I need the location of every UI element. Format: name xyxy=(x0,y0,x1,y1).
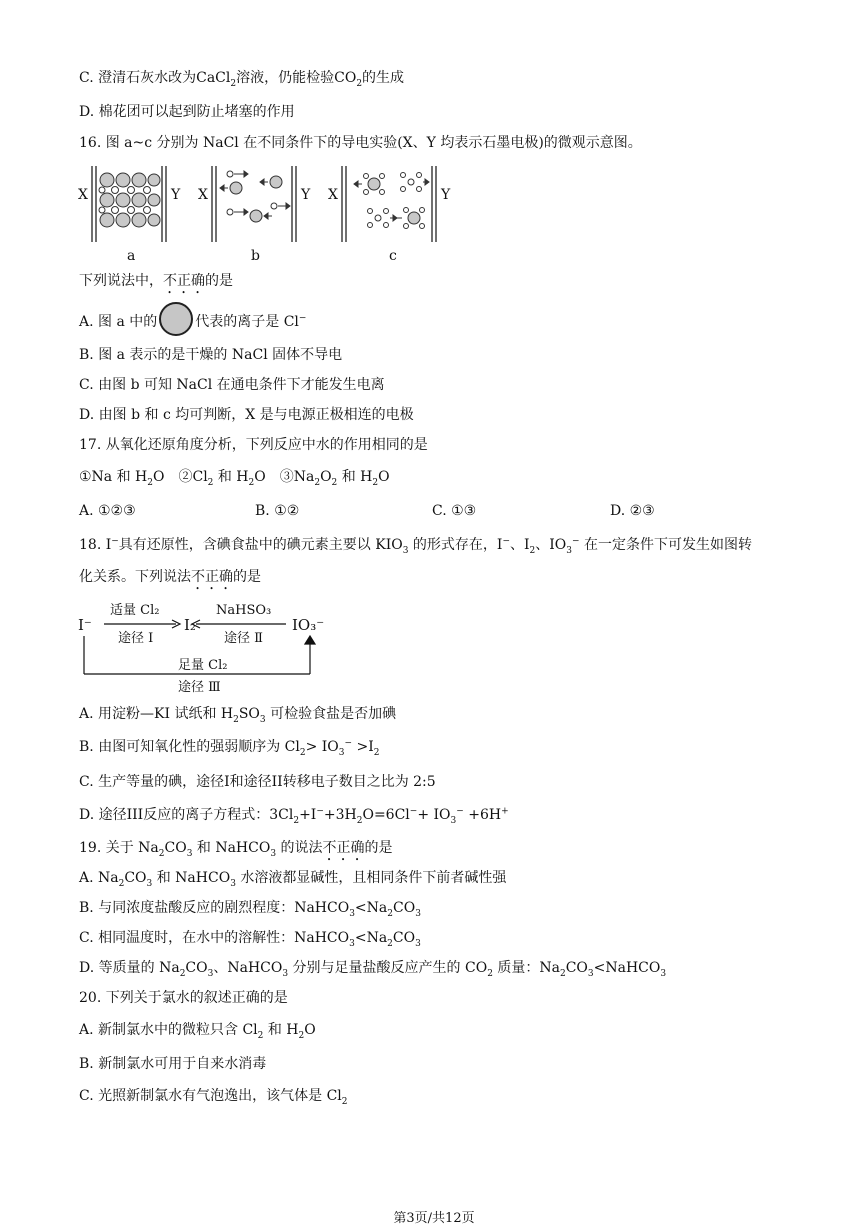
question-20: 20. 下列关于氯水的叙述正确的是 xyxy=(79,990,288,1006)
q20-option-c: C. 光照新制氯水有气泡逸出，该气体是 $Cl_2$ xyxy=(79,1088,348,1107)
label-c: c xyxy=(389,248,397,264)
q17-option-a: A. ①②③ xyxy=(79,503,136,519)
figure-a-lattice xyxy=(100,173,160,227)
q19-option-c: C. 相同温度时，在水中的溶解性：$NaHCO_3<Na_2CO_3$ xyxy=(79,930,421,949)
electrode-y-c: Y xyxy=(441,187,451,203)
path2-label: 途径 Ⅱ xyxy=(224,631,263,646)
q18-option-b: B. 由图可知氧化性的强弱顺序为 $Cl_2> IO_3^- >I_2$ xyxy=(79,738,380,758)
q17-option-b: B. ①② xyxy=(255,503,300,519)
q19-option-a: A. $Na_2CO_3$ 和 NaHCO$_3$ 水溶液都显碱性，且相同条件下前者碱性强 xyxy=(79,870,507,889)
q17-option-c: C. ①③ xyxy=(432,503,477,519)
electrode-x-b: X xyxy=(198,187,208,203)
io3-minus: IO₃⁻ xyxy=(292,616,325,634)
q18-option-c: C. 生产等量的碘，途径I和途径II转移电子数目之比为 2:5 xyxy=(79,774,436,790)
electrode-x-a: X xyxy=(78,187,88,203)
i2: I₂ xyxy=(184,616,196,634)
gray-ion-icon xyxy=(159,302,193,336)
electrode-x-c: X xyxy=(328,187,338,203)
figure-18-iodine-conversion xyxy=(74,592,344,698)
q20-option-a: A. 新制氯水中的微粒只含 $Cl_2$ 和 $H_2O$ xyxy=(79,1022,316,1041)
question-16: 16. 图 a~c 分别为 NaCl 在不同条件下的导电实验(X、Y 均表示石墨电极)的微观示意图。 xyxy=(79,135,642,151)
page-footer: 第3页/共12页 xyxy=(393,1211,475,1226)
path3-reagent: 足量 Cl₂ xyxy=(178,658,228,673)
question-17: 17. 从氧化还原角度分析，下列反应中水的作用相同的是 xyxy=(79,437,428,453)
figure-c-hydrated-ions xyxy=(354,173,429,229)
q17-option-d: D. ②③ xyxy=(610,503,655,519)
path1-reagent: 适量 Cl₂ xyxy=(110,603,160,618)
path1-label: 途径 Ⅰ xyxy=(118,631,154,646)
electrode-y-b: Y xyxy=(301,187,311,203)
path3-label: 途径 Ⅲ xyxy=(178,680,221,695)
question-19: 19. 关于 $Na_2CO_3$ 和 NaHCO$_3$ 的说法不正确的是 xyxy=(79,840,393,859)
figure-16-electrolysis xyxy=(78,160,478,266)
q19-option-b: B. 与同浓度盐酸反应的剧烈程度：$NaHCO_3<Na_2CO_3$ xyxy=(79,900,421,919)
option-c-line: C. 澄清石灰水改为CaCl$_2$溶液，仍能检验$CO_2$的生成 xyxy=(79,70,405,89)
figure-b-ions xyxy=(220,171,290,222)
question-18-line2: 化关系。下列说法不正确的是 xyxy=(79,569,261,585)
label-b: b xyxy=(251,248,260,264)
q16-option-a: A. 图 a 中的 代表的离子是 Cl− xyxy=(79,308,306,336)
path2-reagent: NaHSO₃ xyxy=(216,603,272,618)
q19-option-d: D. 等质量的 $Na_2CO_3$、NaHCO$_3$ 分别与足量盐酸反应产生的 $CO_2$ 质量：$Na_2CO_3<NaHCO_3$ xyxy=(79,960,667,979)
q20-option-b: B. 新制氯水可用于自来水消毒 xyxy=(79,1056,267,1072)
q16-lead: 下列说法中，不正确的是 xyxy=(79,273,233,289)
q16-option-b: B. 图 a 表示的是干燥的 NaCl 固体不导电 xyxy=(79,347,343,363)
q16-option-d: D. 由图 b 和 c 均可判断，X 是与电源正极相连的电极 xyxy=(79,407,414,423)
q16-option-c: C. 由图 b 可知 NaCl 在通电条件下才能发生电离 xyxy=(79,377,385,393)
label-a: a xyxy=(127,248,136,264)
q18-option-a: A. 用淀粉—KI 试纸和 $H_2SO_3$ 可检验食盐是否加碘 xyxy=(79,706,397,725)
q18-option-d: D. 途径III反应的离子方程式：$3Cl_2+I^-+3H_2O=6Cl^-+ IO_3^- +6H^+$ xyxy=(79,806,509,826)
i-minus: I⁻ xyxy=(78,616,92,634)
q17-items: ①Na 和 $H_2O$ $②Cl_2$ 和 $H_2O$ $③Na_2O_2$ 和 $H_2O$ xyxy=(79,469,390,488)
question-18-line1: 18. I−具有还原性，含碘食盐中的碘元素主要以 $KIO_3$ 的形式存在，I−、$I_2$、$IO_3^-$ 在一定条件下可发生如图转 xyxy=(79,536,752,556)
option-d-line: D. 棉花团可以起到防止堵塞的作用 xyxy=(79,104,295,120)
electrode-y-a: Y xyxy=(171,187,181,203)
